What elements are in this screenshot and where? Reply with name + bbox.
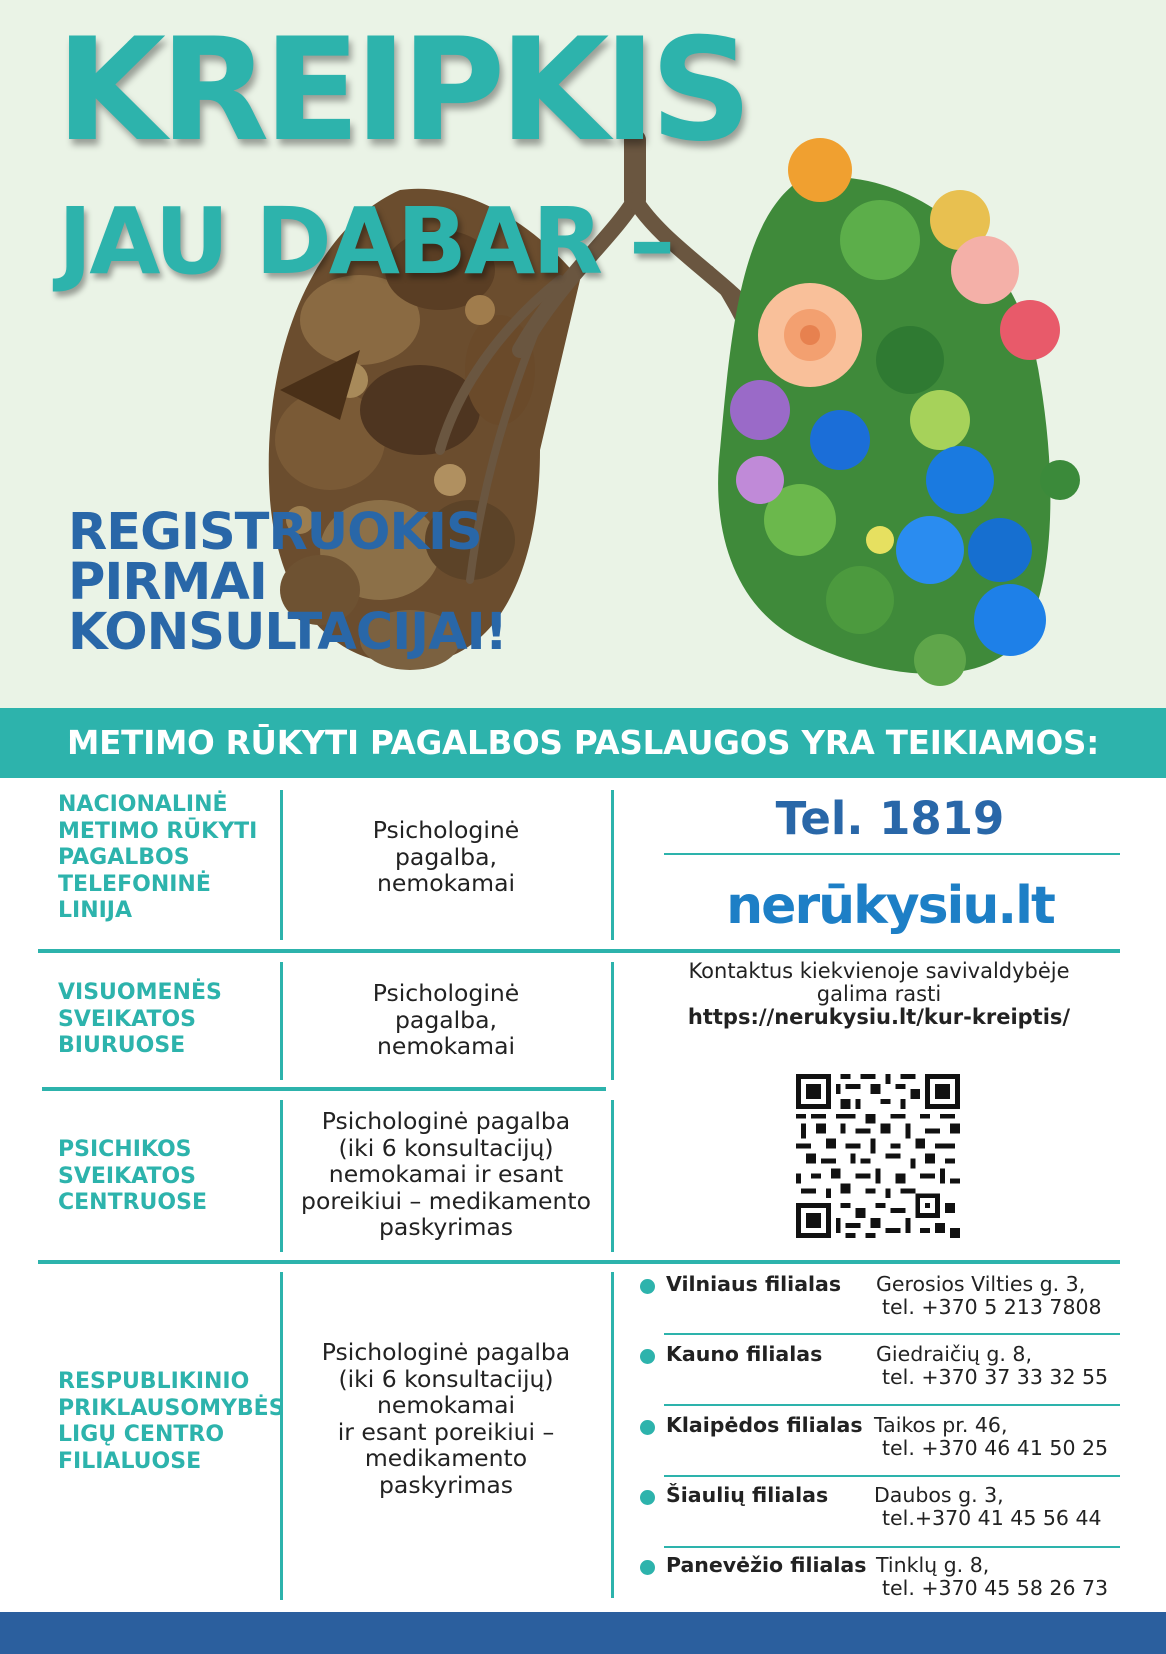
divider: [611, 1100, 614, 1252]
row-service-public-health: Psichologinė pagalba, nemokamai: [372, 979, 520, 1060]
branch-phone[interactable]: tel. +370 5 213 7808: [882, 1295, 1102, 1319]
row-label-public-health: VISUOMENĖS SVEIKATOS BIURUOSE: [58, 980, 222, 1058]
row-service-addiction-centre: Psichologinė pagalba (iki 6 konsultacijų) nemokamai ir esant poreikiui – medikamento paskyrimas: [321, 1338, 571, 1499]
divider: [611, 962, 614, 1080]
hero-title-jau-dabar: JAU DABAR –: [58, 188, 673, 295]
divider: [664, 853, 1120, 855]
bullet-icon: [640, 1420, 655, 1435]
cta-line: KONSULTACIJAI!: [68, 603, 507, 662]
contacts-link[interactable]: https://nerukysiu.lt/kur-kreiptis/: [687, 1005, 1071, 1029]
divider: [42, 1087, 606, 1091]
divider: [664, 1546, 1120, 1548]
person-icon: y: [885, 876, 918, 936]
branch-name: Panevėžio filialas: [666, 1553, 867, 1577]
branch-address: Taikos pr. 46,: [874, 1413, 1008, 1437]
hotline-phone[interactable]: Tel. 1819: [775, 792, 1005, 845]
cta-line: PIRMAI: [68, 553, 267, 612]
flower-lung-right: [718, 138, 1080, 686]
row-label-national-line: NACIONALINĖ METIMO RŪKYTI PAGALBOS TELEFONINĖ LINIJA: [58, 792, 258, 923]
branch-phone[interactable]: tel. +370 45 58 26 73: [882, 1576, 1109, 1600]
bullet-icon: [640, 1490, 655, 1505]
registration-cta: [68, 503, 507, 662]
bullet-icon: [640, 1279, 655, 1294]
row-label-addiction-centre: RESPUBLIKINIO PRIKLAUSOMYBĖS LIGŲ CENTRO FILIALUOSE: [58, 1369, 285, 1474]
divider: [611, 790, 614, 940]
branch-address: Daubos g. 3,: [874, 1483, 1004, 1507]
divider: [664, 1333, 1120, 1335]
cta-line: REGISTRUOKIS: [68, 503, 482, 562]
branch-name: Klaipėdos filialas: [666, 1413, 863, 1437]
row-label-mental-health: PSICHIKOS SVEIKATOS CENTRUOSE: [58, 1137, 207, 1215]
branch-address: Giedraičių g. 8,: [876, 1342, 1032, 1366]
hero-title-kreipkis: KREIPKIS: [56, 8, 747, 173]
branch-phone[interactable]: tel. +370 46 41 50 25: [882, 1436, 1109, 1460]
branch-name: Šiaulių filialas: [666, 1483, 829, 1507]
municipality-contacts: Kontaktus kiekvienoje savivaldybėje galima rasti https://nerukysiu.lt/kur-kreiptis/: [624, 960, 1134, 1029]
footer-bar: [0, 1612, 1166, 1654]
qr-code-icon[interactable]: [796, 1074, 960, 1238]
row-service-mental-health: Psichologinė pagalba (iki 6 konsultacijų) nemokamai ir esant poreikiui – medikamento paskyrimas: [301, 1107, 591, 1241]
divider: [664, 1404, 1120, 1406]
branch-name: Kauno filialas: [666, 1342, 823, 1366]
divider: [611, 1272, 614, 1598]
branch-address: Gerosios Vilties g. 3,: [876, 1272, 1086, 1296]
nerukysiu-logo[interactable]: nerūkysiu.lt: [726, 876, 1054, 936]
hero-section: [0, 0, 1166, 708]
bullet-icon: [640, 1560, 655, 1575]
services-heading-band: METIMO RŪKYTI PAGALBOS PASLAUGOS YRA TEIKIAMOS:: [0, 708, 1166, 778]
divider: [664, 1475, 1120, 1477]
bullet-icon: [640, 1349, 655, 1364]
divider: [38, 949, 1120, 953]
branch-phone[interactable]: tel.+370 41 45 56 44: [882, 1506, 1102, 1530]
divider: [38, 1260, 1120, 1264]
branch-phone[interactable]: tel. +370 37 33 32 55: [882, 1365, 1109, 1389]
row-service-national-line: Psichologinė pagalba, nemokamai: [372, 816, 520, 897]
branch-address: Tinklų g. 8,: [876, 1553, 990, 1577]
branch-name: Vilniaus filialas: [666, 1272, 842, 1296]
